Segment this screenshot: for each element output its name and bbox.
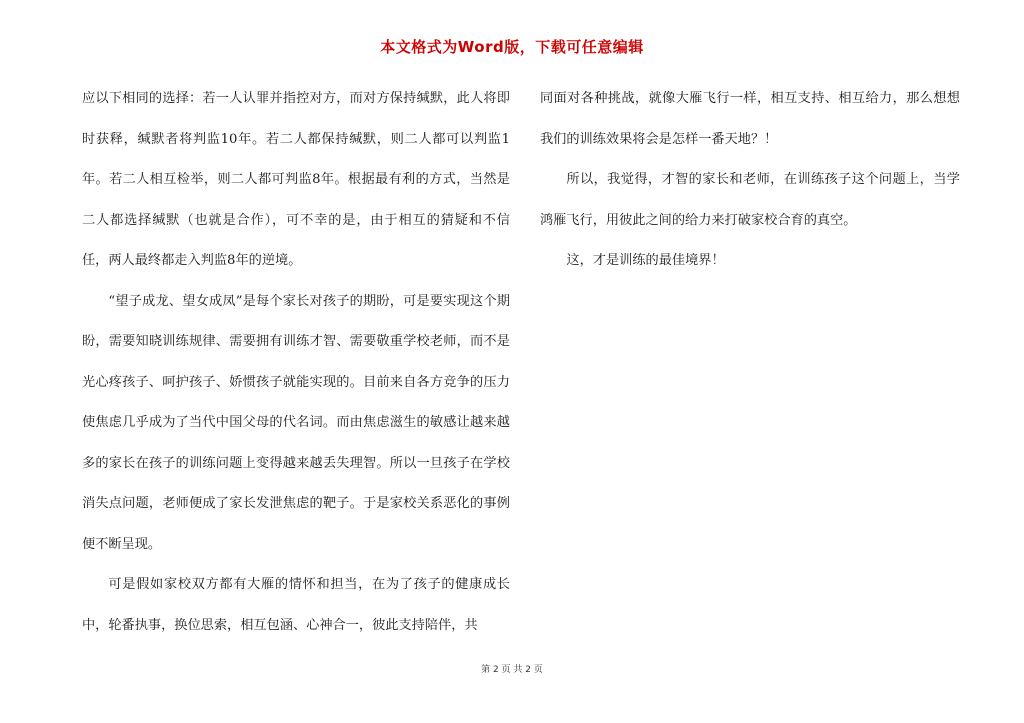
right-text-column xyxy=(540,79,960,282)
document-banner: 本文格式为Word版，下载可任意编辑 xyxy=(380,38,644,56)
paragraph-prisoners-dilemma: 应以下相同的选择：若一人认罪并指控对方，而对方保持缄默，此人将即时获释，缄默者将判监10年。若二人都保持缄默，则二人都可以判监1年。若二人相互检举，则二人都可判监8年。根据最有利的方式，当然是二人都选择缄默（也就是合作），可不幸的是，由于相互的猜疑和不信任，两人最终都走入判监8年的逆境。 xyxy=(82,91,510,268)
paragraph-final-statement: 这，才是训练的最佳境界！ xyxy=(566,253,725,268)
left-text-column xyxy=(82,79,510,646)
paragraph-geese-flight: 同面对各种挑战，就像大雁飞行一样，相互支持、相互给力，那么想想我们的训练效果将会是怎样一番天地？！ xyxy=(540,91,960,147)
paragraph-home-school-cooperation: 可是假如家校双方都有大雁的情怀和担当，在为了孩子的健康成长中，轮番执事，换位思索，相互包涵、心神合一，彼此支持陪伴，共 xyxy=(82,577,510,633)
page-number: 第 2 页 共 2 页 xyxy=(481,665,543,675)
paragraph-conclusion: 所以，我觉得，才智的家长和老师，在训练孩子这个问题上，当学鸿雁飞行，用彼此之间的给力来打破家校合育的真空。 xyxy=(540,172,960,228)
paragraph-parent-expectations: “望子成龙、望女成凤”是每个家长对孩子的期盼，可是要实现这个期盼，需要知晓训练规律、需要拥有训练才智、需要敬重学校老师，而不是光心疼孩子、呵护孩子、娇惯孩子就能实现的。目前来自各方竞争的压力使焦虑几乎成为了当代中国父母的代名词。而由焦虑滋生的敏感让越来越多的家长在孩子的训练问题上变得越来越丢失理智。所以一旦孩子在学校消失点问题，老师便成了家长发泄焦虑的靶子。于是家校关系恶化的事例便不断呈现。 xyxy=(82,293,510,552)
